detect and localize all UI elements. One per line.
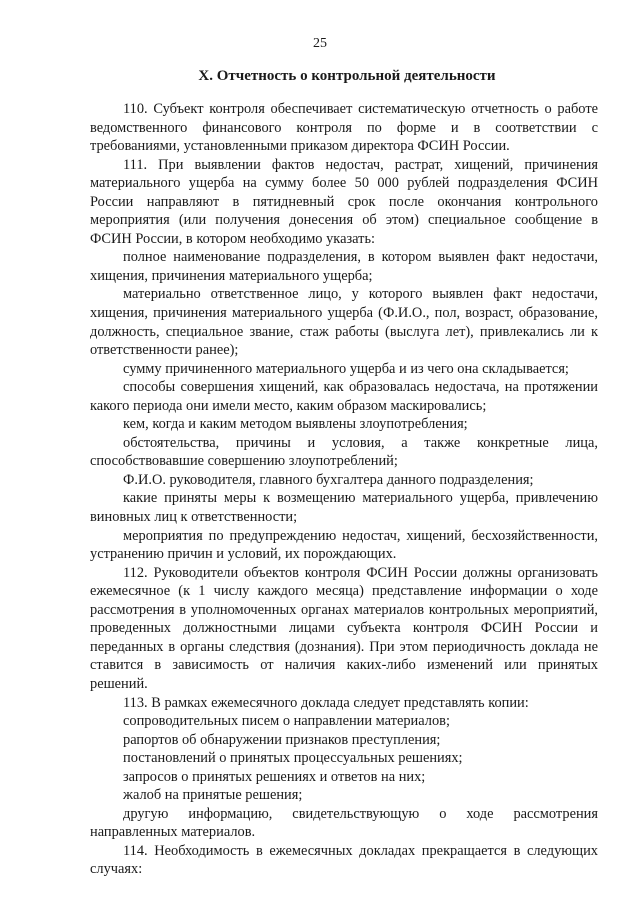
list-item: способы совершения хищений, как образовалась недостача, на протяжении какого периода они имели место, каким образом маскировались; <box>90 379 598 414</box>
list-item: другую информацию, свидетельствующую о ходе рассмотрения направленных материалов. <box>90 805 598 841</box>
list-item: сопроводительных писем о направлении материалов; <box>123 713 450 730</box>
list-item: кем, когда и каким методом выявлены злоупотребления; <box>123 416 468 433</box>
list-item: какие приняты меры к возмещению материального ущерба, привлечению виновных лиц к ответственности; <box>90 490 598 526</box>
list-item: материально ответственное лицо, у которого выявлен факт недостачи, хищения, причинения материального ущерба (Ф.И.О., пол, возраст, образование, должность, специальное звание, стаж работы (выслуга лет), привлекались ли к ответственности ранее); <box>90 286 598 359</box>
list-item: мероприятия по предупреждению недостач, хищений, бесхозяйственности, устранению причин и условий, их порождающих. <box>90 527 598 563</box>
list-item: жалоб на принятые решения; <box>123 787 303 804</box>
document-body <box>90 100 598 879</box>
list-item: сумму причиненного материального ущерба и из чего она складывается; <box>123 360 569 377</box>
paragraph-110: 110. Субъект контроля обеспечивает систематическую отчетность о работе ведомственного финансового контроля по форме и в соответствии с требованиями, установленными приказом директора ФСИН России. <box>90 101 598 155</box>
list-item: полное наименование подразделения, в котором выявлен факт недостачи, хищения, причинения материального ущерба; <box>90 249 598 284</box>
list-item: постановлений о принятых процессуальных решениях; <box>123 750 463 767</box>
list-item: рапортов об обнаружении признаков преступления; <box>123 731 441 748</box>
list-item: запросов о принятых решениях и ответов на них; <box>123 768 426 785</box>
list-item: обстоятельства, причины и условия, а также конкретные лица, способствовавшие совершению злоупотреблений; <box>90 434 598 470</box>
paragraph-111: 111. При выявлении фактов недостач, растрат, хищений, причинения материального ущерба на сумму более 50 000 рублей подразделения ФСИН России направляют в пятидневный срок после окончания контрольного мероприятия (или получения донесения об этом) специальное сообщение в ФСИН России, в котором необходимо указать: <box>90 156 598 247</box>
section-heading: X. Отчетность о контрольной деятельности <box>198 68 496 84</box>
paragraph-114: 114. Необходимость в ежемесячных докладах прекращается в следующих случаях: <box>90 842 598 878</box>
list-item: Ф.И.О. руководителя, главного бухгалтера данного подразделения; <box>123 471 534 488</box>
paragraph-113: 113. В рамках ежемесячного доклада следует представлять копии: <box>123 694 529 711</box>
paragraph-112: 112. Руководители объектов контроля ФСИН России должны организовать ежемесячное (к 1 числу каждого месяца) представление информации о ходе рассмотрения в уполномоченных органах материалов контрольных мероприятий, проведенных должностными лицами субъекта контроля ФСИН России и переданных в органы следствия (дознания). При этом периодичность доклада не ставится в зависимость от наличия каких-либо изменений или принятых решений. <box>90 564 598 692</box>
page-number: 25 <box>313 36 327 51</box>
